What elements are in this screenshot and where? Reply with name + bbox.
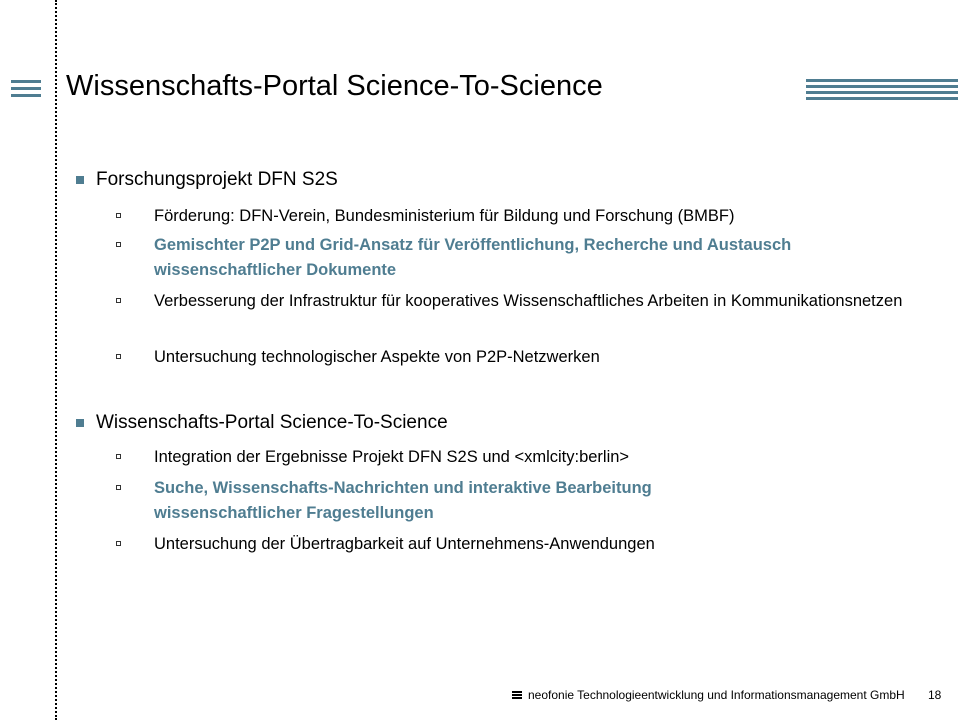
list-item	[116, 532, 916, 557]
section-heading-text: Wissenschafts-Portal Science-To-Science	[96, 412, 448, 433]
dotted-margin-line	[55, 0, 57, 720]
list-item-emphasized	[116, 233, 916, 283]
hollow-square-bullet-icon	[116, 354, 121, 359]
list-item-text: Verbesserung der Infrastruktur für kooperatives Wissenschaftliches Arbeiten in Kommunikationsnetzen	[154, 292, 903, 310]
square-bullet-icon	[76, 419, 84, 427]
square-bullet-icon	[76, 176, 84, 184]
footer	[512, 688, 905, 702]
list-item-text: Untersuchung technologischer Aspekte von P2P-Netzwerken	[154, 348, 600, 366]
list-item-text: Suche, Wissenschafts-Nachrichten und interaktive Bearbeitung wissenschaftlicher Fragestellungen	[154, 479, 652, 522]
list-item	[116, 445, 916, 470]
list-item	[116, 289, 916, 314]
section-heading-text: Forschungsprojekt DFN S2S	[96, 169, 338, 190]
footer-lines-icon	[512, 690, 522, 700]
page-number: 18	[928, 688, 942, 702]
list-item-text: Gemischter P2P und Grid-Ansatz für Veröffentlichung, Recherche und Austausch wissenschaftlicher Dokumente	[154, 236, 792, 279]
list-item-emphasized	[116, 476, 776, 526]
list-item-text: Förderung: DFN-Verein, Bundesministerium für Bildung und Forschung (BMBF)	[154, 207, 735, 225]
left-stripes-decoration	[11, 80, 41, 101]
hollow-square-bullet-icon	[116, 213, 121, 218]
hollow-square-bullet-icon	[116, 541, 121, 546]
footer-company: neofonie Technologieentwicklung und Informationsmanagement GmbH	[528, 688, 905, 702]
hollow-square-bullet-icon	[116, 454, 121, 459]
right-stripes-decoration	[806, 79, 958, 103]
hollow-square-bullet-icon	[116, 485, 121, 490]
list-item-text: Integration der Ergebnisse Projekt DFN S2S und <xmlcity:berlin>	[154, 448, 630, 466]
section-heading-portal	[76, 412, 448, 434]
hollow-square-bullet-icon	[116, 242, 121, 247]
hollow-square-bullet-icon	[116, 298, 121, 303]
list-item-text: Untersuchung der Übertragbarkeit auf Unternehmens-Anwendungen	[154, 535, 655, 553]
list-item	[116, 204, 916, 229]
section-heading-forschungsprojekt	[76, 169, 338, 191]
list-item	[116, 345, 916, 370]
slide-title: Wissenschafts-Portal Science-To-Science	[66, 70, 603, 102]
